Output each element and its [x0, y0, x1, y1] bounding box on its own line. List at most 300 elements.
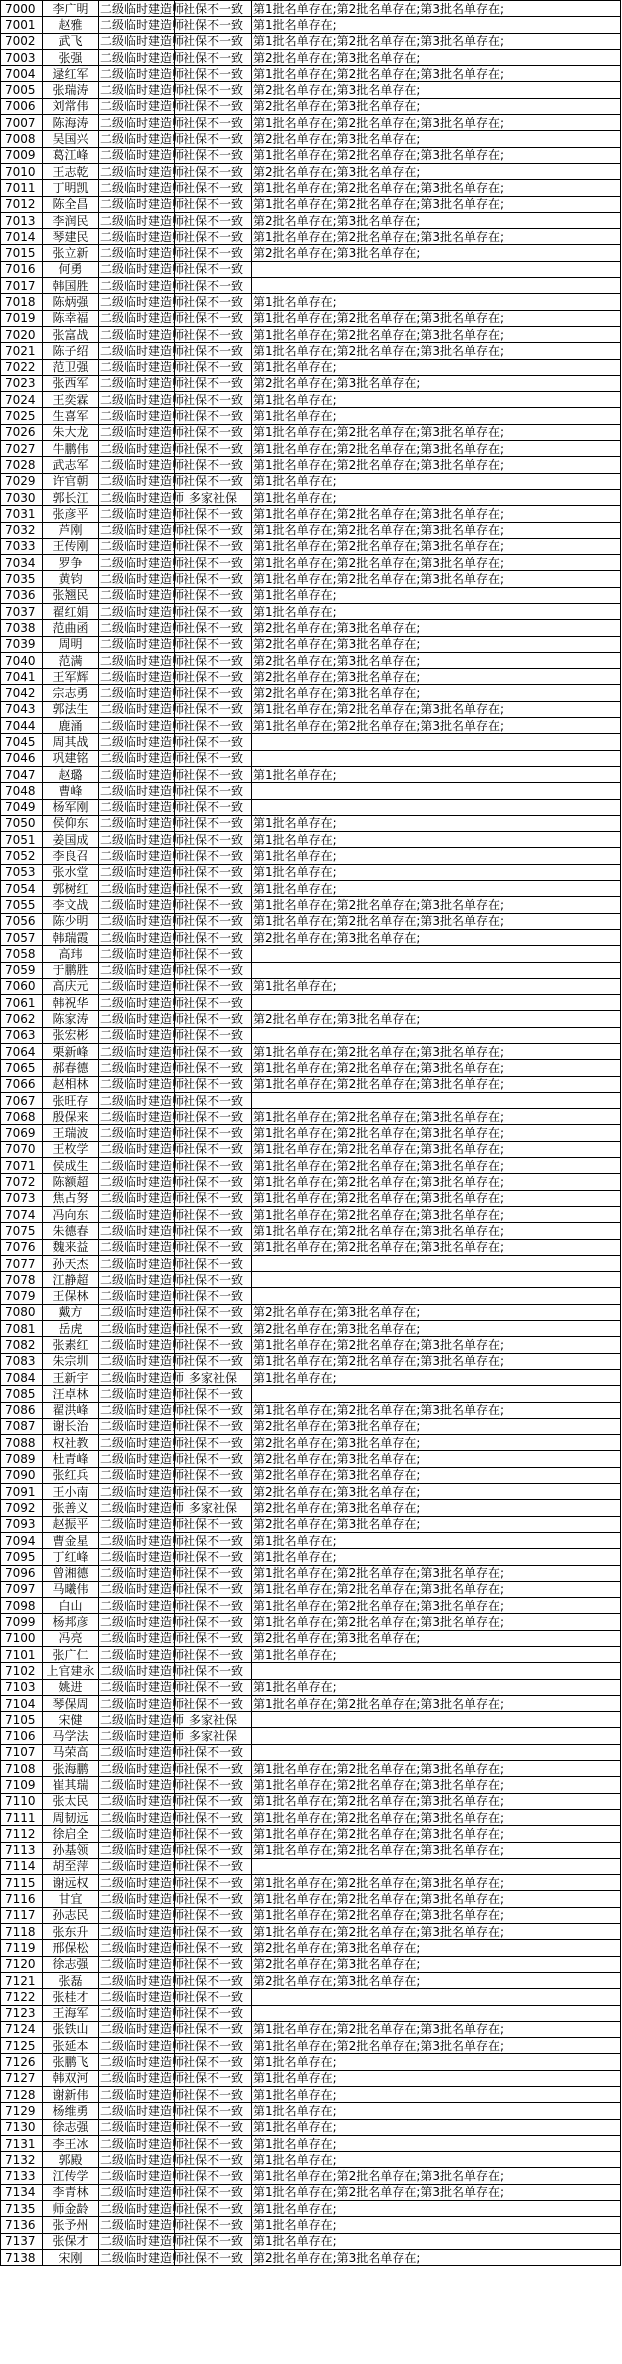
qualification-cell: 二级临时建造师 [100, 1973, 185, 1988]
table-row [1, 1565, 621, 1581]
table-row [1, 1174, 621, 1190]
name-cell: 冯亮 [43, 1630, 99, 1646]
batch-list-note-cell: 第2批名单存在;第3批名单存在; [252, 1956, 621, 1972]
table-row [1, 278, 621, 294]
table-row [1, 669, 621, 685]
social-security-status-cell: 社保不一致 [175, 1141, 252, 1157]
qualification-cell: 二级临时建造师 [100, 1582, 185, 1597]
table-row [1, 261, 621, 277]
batch-list-note-cell [252, 734, 621, 750]
row-id-cell: 7009 [1, 147, 43, 163]
row-id-cell: 7025 [1, 408, 43, 424]
batch-list-note-cell: 第1批名单存在;第2批名单存在;第3批名单存在; [252, 701, 621, 717]
row-id-cell: 7124 [1, 2021, 43, 2037]
table-row [1, 457, 621, 473]
row-id-cell: 7081 [1, 1321, 43, 1337]
row-id-cell: 7128 [1, 2087, 43, 2103]
qualification-cell: 二级临时建造师 [100, 1957, 185, 1972]
name-cell: 生喜军 [43, 408, 99, 424]
name-cell: 陈海涛 [43, 115, 99, 131]
name-cell: 曹金星 [43, 1532, 99, 1548]
qualification-cell: 二级临时建造师 [100, 1843, 185, 1858]
table-row [1, 1, 621, 17]
social-security-status-cell: 社保不一致 [175, 1190, 252, 1206]
qualification-cell: 二级临时建造师 [100, 1093, 185, 1108]
qualification-cell: 二级临时建造师 [100, 1386, 185, 1401]
qualification-cell: 二级临时建造师 [100, 197, 185, 212]
batch-list-note-cell: 第2批名单存在;第3批名单存在; [252, 1484, 621, 1500]
table-row [1, 2249, 621, 2265]
batch-list-note-cell: 第1批名单存在;第2批名单存在;第3批名单存在; [252, 913, 621, 929]
row-id-cell: 7076 [1, 1239, 43, 1255]
name-cell: 张铁山 [43, 2021, 99, 2037]
table-row [1, 1060, 621, 1076]
social-security-status-cell: 社保不一致 [175, 783, 252, 799]
qualification-cell: 二级临时建造师 [100, 1142, 185, 1157]
row-id-cell: 7090 [1, 1467, 43, 1483]
name-cell: 陈额超 [43, 1174, 99, 1190]
qualification-cell: 二级临时建造师 [100, 1452, 185, 1467]
table-row [1, 1842, 621, 1858]
batch-list-note-cell: 第1批名单存在; [252, 1369, 621, 1385]
name-cell: 陈幸福 [43, 310, 99, 326]
name-cell: 邢保松 [43, 1940, 99, 1956]
row-id-cell: 7042 [1, 685, 43, 701]
social-security-status-cell: 社保不一致 [175, 701, 252, 717]
row-id-cell: 7101 [1, 1646, 43, 1662]
social-security-status-cell: 社保不一致 [175, 1402, 252, 1418]
row-id-cell: 7071 [1, 1158, 43, 1174]
row-id-cell: 7061 [1, 995, 43, 1011]
batch-list-note-cell: 第1批名单存在; [252, 2152, 621, 2168]
name-cell: 李良召 [43, 848, 99, 864]
row-id-cell: 7044 [1, 718, 43, 734]
name-cell: 赵振平 [43, 1516, 99, 1532]
row-id-cell: 7007 [1, 115, 43, 131]
batch-list-note-cell: 第1批名单存在;第2批名单存在;第3批名单存在; [252, 1353, 621, 1369]
batch-list-note-cell: 第1批名单存在; [252, 864, 621, 880]
qualification-cell: 二级临时建造师 [100, 653, 185, 668]
row-id-cell: 7019 [1, 310, 43, 326]
social-security-status-cell: 社保不一致 [175, 555, 252, 571]
qualification-cell: 二级临时建造师 [100, 751, 185, 766]
qualification-cell: 二级临时建造师 [100, 1126, 185, 1141]
batch-list-note-cell: 第1批名单存在;第2批名单存在;第3批名单存在; [252, 180, 621, 196]
name-cell: 韩双河 [43, 2070, 99, 2086]
row-id-cell: 7134 [1, 2184, 43, 2200]
name-cell: 张予州 [43, 2217, 99, 2233]
name-cell: 汪卓林 [43, 1386, 99, 1402]
name-cell: 范曲函 [43, 620, 99, 636]
name-cell: 范卫强 [43, 359, 99, 375]
social-security-status-cell: 社保不一致 [175, 1630, 252, 1646]
name-cell: 朱德春 [43, 1223, 99, 1239]
table-row [1, 1223, 621, 1239]
batch-list-note-cell: 第2批名单存在;第3批名单存在; [252, 1304, 621, 1320]
row-id-cell: 7119 [1, 1940, 43, 1956]
table-row [1, 359, 621, 375]
name-cell: 高庆元 [43, 978, 99, 994]
row-id-cell: 7052 [1, 848, 43, 864]
name-cell: 张磊 [43, 1972, 99, 1988]
name-cell: 张彦平 [43, 506, 99, 522]
name-cell: 陈家涛 [43, 1011, 99, 1027]
name-cell: 谢长治 [43, 1418, 99, 1434]
social-security-status-cell: 社保不一致 [175, 1109, 252, 1125]
qualification-cell: 二级临时建造师 [100, 1875, 185, 1890]
name-cell: 王志乾 [43, 163, 99, 179]
table-row [1, 848, 621, 864]
qualification-cell: 二级临时建造师 [100, 343, 185, 358]
qualification-cell: 二级临时建造师 [100, 800, 185, 815]
batch-list-note-cell: 第2批名单存在;第3批名单存在; [252, 82, 621, 98]
qualification-cell: 二级临时建造师 [100, 1566, 185, 1581]
table-row [1, 620, 621, 636]
table-row [1, 2119, 621, 2135]
batch-list-note-cell: 第1批名单存在;第2批名单存在;第3批名单存在; [252, 1402, 621, 1418]
qualification-cell: 二级临时建造师 [100, 2071, 185, 2086]
qualification-cell: 二级临时建造师 [100, 914, 185, 929]
social-security-status-cell: 社保不一致 [175, 2184, 252, 2200]
qualification-cell: 二级临时建造师 [100, 1028, 185, 1043]
qualification-cell: 二级临时建造师 [100, 1207, 185, 1222]
social-security-status-cell: 社保不一致 [175, 897, 252, 913]
table-row [1, 1141, 621, 1157]
table-row [1, 1695, 621, 1711]
qualification-cell: 二级临时建造师 [100, 1337, 185, 1352]
table-row [1, 294, 621, 310]
table-row [1, 587, 621, 603]
row-id-cell: 7115 [1, 1875, 43, 1891]
qualification-cell: 二级临时建造师 [100, 115, 185, 130]
row-id-cell: 7122 [1, 1989, 43, 2005]
name-cell: 鹿涌 [43, 718, 99, 734]
qualification-cell: 二级临时建造师 [100, 164, 185, 179]
qualification-cell: 二级临时建造师 [100, 1859, 185, 1874]
name-cell: 巩建铭 [43, 750, 99, 766]
row-id-cell: 7010 [1, 163, 43, 179]
qualification-cell: 二级临时建造师 [100, 767, 185, 782]
social-security-status-cell: 社保不一致 [175, 1532, 252, 1548]
table-row [1, 1239, 621, 1255]
qualification-cell: 二级临时建造师 [100, 441, 185, 456]
row-id-cell: 7096 [1, 1565, 43, 1581]
name-cell: 葛江峰 [43, 147, 99, 163]
social-security-status-cell: 社保不一致 [175, 1386, 252, 1402]
batch-list-note-cell: 第2批名单存在;第3批名单存在; [252, 1451, 621, 1467]
row-id-cell: 7051 [1, 832, 43, 848]
qualification-cell: 二级临时建造师 [100, 1256, 185, 1271]
table-row [1, 2038, 621, 2054]
table-row [1, 718, 621, 734]
social-security-status-cell: 社保不一致 [175, 1239, 252, 1255]
qualification-cell: 二级临时建造师 [100, 1468, 185, 1483]
row-id-cell: 7099 [1, 1614, 43, 1630]
name-cell: 武飞 [43, 33, 99, 49]
table-row [1, 995, 621, 1011]
table-row [1, 701, 621, 717]
table-row [1, 473, 621, 489]
qualification-cell: 二级临时建造师 [100, 979, 185, 994]
qualification-cell: 二级临时建造师 [100, 1989, 185, 2004]
name-cell: 韩瑞霞 [43, 929, 99, 945]
social-security-status-cell: 社保不一致 [175, 2070, 252, 2086]
name-cell: 罗争 [43, 555, 99, 571]
social-security-status-cell: 社保不一致 [175, 2217, 252, 2233]
social-security-status-cell: 社保不一致 [175, 1679, 252, 1695]
batch-list-note-cell: 第1批名单存在;第2批名单存在;第3批名单存在; [252, 1223, 621, 1239]
social-security-status-cell: 社保不一致 [175, 962, 252, 978]
qualification-cell: 二级临时建造师 [100, 832, 185, 847]
qualification-cell: 二级临时建造师 [100, 1549, 185, 1564]
social-security-status-cell: 社保不一致 [175, 1337, 252, 1353]
table-row [1, 1451, 621, 1467]
qualification-cell: 二级临时建造师 [100, 2136, 185, 2151]
name-cell: 戴方 [43, 1304, 99, 1320]
batch-list-note-cell: 第1批名单存在; [252, 2087, 621, 2103]
name-cell: 师金龄 [43, 2201, 99, 2217]
batch-list-note-cell: 第1批名单存在;第2批名单存在;第3批名单存在; [252, 555, 621, 571]
name-cell: 王瑞波 [43, 1125, 99, 1141]
name-cell: 杨维勇 [43, 2103, 99, 2119]
row-id-cell: 7098 [1, 1598, 43, 1614]
social-security-status-cell: 社保不一致 [175, 1011, 252, 1027]
name-cell: 韩国胜 [43, 278, 99, 294]
row-id-cell: 7037 [1, 603, 43, 619]
batch-list-note-cell [252, 783, 621, 799]
batch-list-note-cell: 第1批名单存在;第2批名单存在;第3批名单存在; [252, 1206, 621, 1222]
row-id-cell: 7067 [1, 1092, 43, 1108]
social-security-status-cell: 社保不一致 [175, 538, 252, 554]
qualification-cell: 二级临时建造师 [100, 865, 185, 880]
social-security-status-cell: 社保不一致 [175, 652, 252, 668]
social-security-status-cell: 社保不一致 [175, 98, 252, 114]
social-security-status-cell: 社保不一致 [175, 1875, 252, 1891]
row-id-cell: 7005 [1, 82, 43, 98]
qualification-cell: 二级临时建造师 [100, 1403, 185, 1418]
batch-list-note-cell: 第2批名单存在;第3批名单存在; [252, 1321, 621, 1337]
qualification-cell: 二级临时建造师 [100, 1729, 185, 1744]
batch-list-note-cell: 第1批名单存在;第2批名单存在;第3批名单存在; [252, 1174, 621, 1190]
row-id-cell: 7074 [1, 1206, 43, 1222]
qualification-cell: 二级临时建造师 [100, 1109, 185, 1124]
batch-list-note-cell [252, 1027, 621, 1043]
social-security-status-cell: 社保不一致 [175, 2021, 252, 2037]
table-row [1, 1744, 621, 1760]
row-id-cell: 7014 [1, 229, 43, 245]
qualification-cell: 二级临时建造师 [100, 1696, 185, 1711]
name-cell: 王保林 [43, 1288, 99, 1304]
social-security-status-cell: 社保不一致 [175, 1940, 252, 1956]
row-id-cell: 7003 [1, 49, 43, 65]
row-id-cell: 7062 [1, 1011, 43, 1027]
row-id-cell: 7035 [1, 571, 43, 587]
qualification-cell: 二级临时建造师 [100, 1533, 185, 1548]
social-security-status-cell: 社保不一致 [175, 587, 252, 603]
name-cell: 栗新峰 [43, 1044, 99, 1060]
qualification-cell: 二级临时建造师 [100, 1077, 185, 1092]
name-cell: 徐志强 [43, 2119, 99, 2135]
social-security-status-cell: 社保不一致 [175, 294, 252, 310]
row-id-cell: 7130 [1, 2119, 43, 2135]
social-security-status-cell: 社保不一致 [175, 1484, 252, 1500]
batch-list-note-cell [252, 1712, 621, 1728]
batch-list-note-cell: 第1批名单存在;第2批名单存在;第3批名单存在; [252, 1109, 621, 1125]
table-row [1, 489, 621, 505]
batch-list-note-cell [252, 946, 621, 962]
qualification-cell: 二级临时建造师 [100, 132, 185, 147]
batch-list-note-cell [252, 1386, 621, 1402]
table-row [1, 1761, 621, 1777]
name-cell: 曾湘德 [43, 1565, 99, 1581]
social-security-status-cell: 社保不一致 [175, 278, 252, 294]
table-row [1, 82, 621, 98]
name-cell: 周韧远 [43, 1809, 99, 1825]
table-row [1, 1924, 621, 1940]
qualification-cell: 二级临时建造师 [100, 2006, 185, 2021]
table-row [1, 131, 621, 147]
social-security-status-cell: 社保不一致 [175, 848, 252, 864]
table-row [1, 326, 621, 342]
qualification-cell: 二级临时建造师 [100, 1908, 185, 1923]
qualification-cell: 二级临时建造师 [100, 588, 185, 603]
batch-list-note-cell: 第1批名单存在;第2批名单存在;第3批名单存在; [252, 1891, 621, 1907]
name-cell: 张旺存 [43, 1092, 99, 1108]
qualification-cell: 二级临时建造师 [100, 783, 185, 798]
row-id-cell: 7021 [1, 343, 43, 359]
row-id-cell: 7060 [1, 978, 43, 994]
name-cell: 周其战 [43, 734, 99, 750]
social-security-status-cell: 多家社保 [175, 489, 252, 505]
qualification-cell: 二级临时建造师 [100, 278, 185, 293]
table-row [1, 1337, 621, 1353]
table-row [1, 962, 621, 978]
qualification-cell: 二级临时建造师 [100, 1680, 185, 1695]
social-security-status-cell: 社保不一致 [175, 180, 252, 196]
row-id-cell: 7072 [1, 1174, 43, 1190]
qualification-cell: 二级临时建造师 [100, 718, 185, 733]
row-id-cell: 7108 [1, 1761, 43, 1777]
batch-list-note-cell: 第1批名单存在;第2批名单存在;第3批名单存在; [252, 424, 621, 440]
name-cell: 韩祝华 [43, 995, 99, 1011]
row-id-cell: 7137 [1, 2233, 43, 2249]
table-row [1, 1386, 621, 1402]
table-row [1, 441, 621, 457]
qualification-cell: 二级临时建造师 [100, 246, 185, 261]
qualification-cell: 二级临时建造师 [100, 669, 185, 684]
name-cell: 张立新 [43, 245, 99, 261]
social-security-status-cell: 社保不一致 [175, 1418, 252, 1434]
row-id-cell: 7006 [1, 98, 43, 114]
qualification-cell: 二级临时建造师 [100, 376, 185, 391]
social-security-status-cell: 多家社保 [175, 1500, 252, 1516]
qualification-cell: 二级临时建造师 [100, 881, 185, 896]
batch-list-note-cell: 第1批名单存在;第2批名单存在;第3批名单存在; [252, 1809, 621, 1825]
table-row [1, 1516, 621, 1532]
batch-list-note-cell: 第1批名单存在;第2批名单存在;第3批名单存在; [252, 718, 621, 734]
row-id-cell: 7002 [1, 33, 43, 49]
batch-list-note-cell: 第1批名单存在; [252, 294, 621, 310]
qualification-cell: 二级临时建造师 [100, 946, 185, 961]
batch-list-note-cell: 第1批名单存在; [252, 359, 621, 375]
name-cell: 王小南 [43, 1484, 99, 1500]
name-cell: 甘宜 [43, 1891, 99, 1907]
table-row [1, 424, 621, 440]
qualification-cell: 二级临时建造师 [100, 1484, 185, 1499]
row-id-cell: 7063 [1, 1027, 43, 1043]
social-security-status-cell: 社保不一致 [175, 750, 252, 766]
qualification-cell: 二级临时建造师 [100, 963, 185, 978]
social-security-status-cell: 社保不一致 [175, 1744, 252, 1760]
qualification-cell: 二级临时建造师 [100, 1761, 185, 1776]
social-security-status-cell: 社保不一致 [175, 1516, 252, 1532]
table-row [1, 1109, 621, 1125]
social-security-status-cell: 社保不一致 [175, 196, 252, 212]
qualification-cell: 二级临时建造师 [100, 148, 185, 163]
name-cell: 张保才 [43, 2233, 99, 2249]
batch-list-note-cell [252, 995, 621, 1011]
row-id-cell: 7097 [1, 1581, 43, 1597]
qualification-cell: 二级临时建造师 [100, 1060, 185, 1075]
social-security-status-cell: 社保不一致 [175, 995, 252, 1011]
social-security-status-cell: 社保不一致 [175, 1304, 252, 1320]
qualification-cell: 二级临时建造师 [100, 229, 185, 244]
name-cell: 赵雅 [43, 17, 99, 33]
table-row [1, 1076, 621, 1092]
row-id-cell: 7053 [1, 864, 43, 880]
name-cell: 姚进 [43, 1679, 99, 1695]
row-id-cell: 7032 [1, 522, 43, 538]
row-id-cell: 7023 [1, 375, 43, 391]
batch-list-note-cell: 第1批名单存在;第2批名单存在;第3批名单存在; [252, 1793, 621, 1809]
batch-list-note-cell: 第1批名单存在; [252, 2135, 621, 2151]
row-id-cell: 7104 [1, 1695, 43, 1711]
table-row [1, 1614, 621, 1630]
row-id-cell: 7001 [1, 17, 43, 33]
name-cell: 张延本 [43, 2038, 99, 2054]
batch-list-note-cell: 第1批名单存在; [252, 2217, 621, 2233]
row-id-cell: 7079 [1, 1288, 43, 1304]
table-row [1, 1206, 621, 1222]
batch-list-note-cell: 第1批名单存在;第2批名单存在;第3批名单存在; [252, 1190, 621, 1206]
table-row [1, 2005, 621, 2021]
batch-list-note-cell: 第1批名单存在;第2批名单存在;第3批名单存在; [252, 1337, 621, 1353]
name-cell: 白山 [43, 1598, 99, 1614]
table-row [1, 1125, 621, 1141]
row-id-cell: 7069 [1, 1125, 43, 1141]
table-row [1, 245, 621, 261]
batch-list-note-cell [252, 1989, 621, 2005]
qualification-cell: 二级临时建造师 [100, 572, 185, 587]
table-row [1, 115, 621, 131]
name-cell: 张西军 [43, 375, 99, 391]
qualification-cell: 二级临时建造师 [100, 360, 185, 375]
social-security-status-cell: 社保不一致 [175, 1321, 252, 1337]
row-id-cell: 7029 [1, 473, 43, 489]
qualification-cell: 二级临时建造师 [100, 2169, 185, 2184]
table-row [1, 571, 621, 587]
name-cell: 丁明凯 [43, 180, 99, 196]
row-id-cell: 7018 [1, 294, 43, 310]
social-security-status-cell: 社保不一致 [175, 636, 252, 652]
social-security-status-cell: 社保不一致 [175, 2119, 252, 2135]
name-cell: 赵璐 [43, 766, 99, 782]
row-id-cell: 7083 [1, 1353, 43, 1369]
social-security-status-cell: 社保不一致 [175, 115, 252, 131]
social-security-status-cell: 社保不一致 [175, 685, 252, 701]
name-cell: 张强 [43, 49, 99, 65]
batch-list-note-cell: 第1批名单存在; [252, 1679, 621, 1695]
